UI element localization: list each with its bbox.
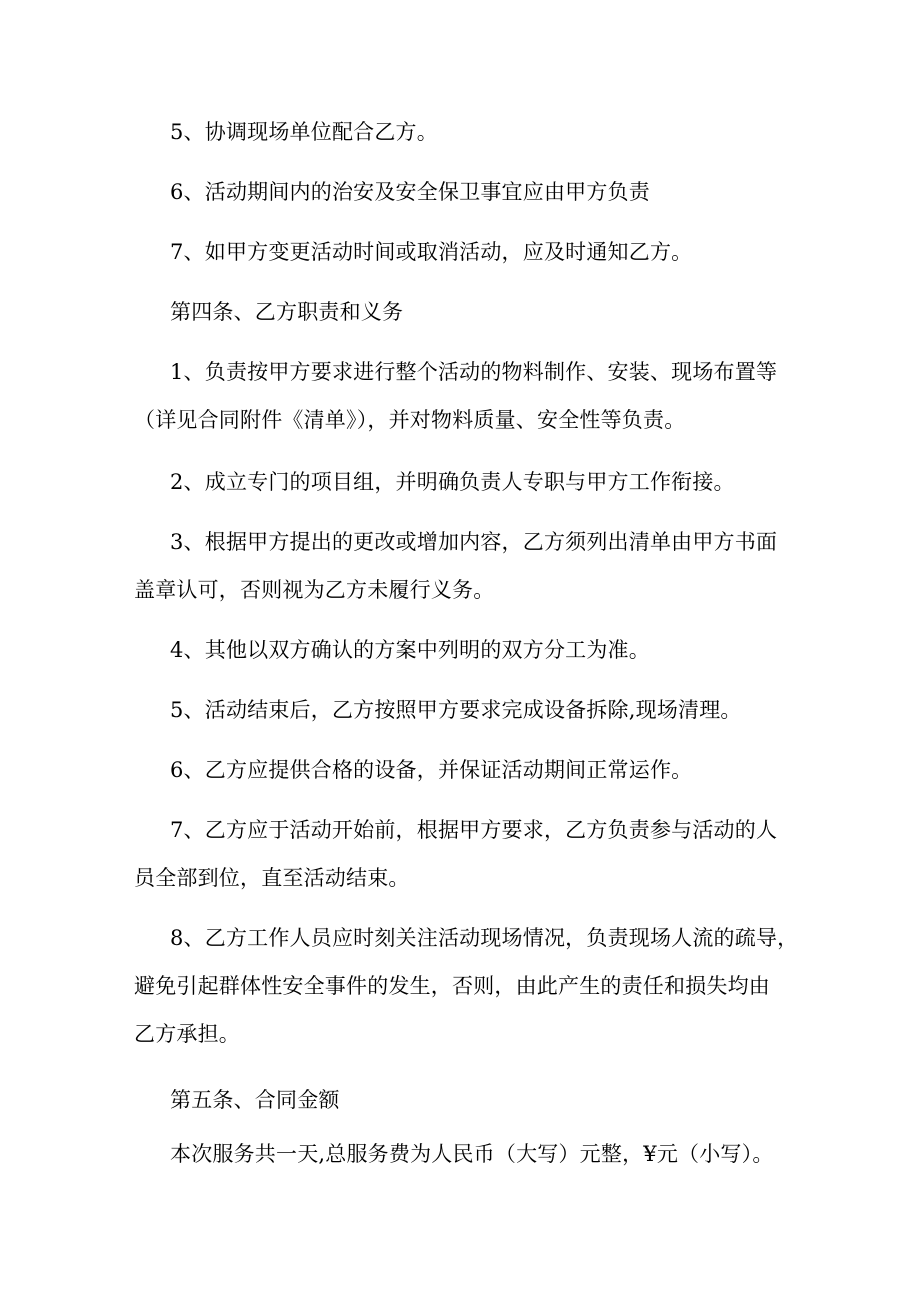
clause-line: 7、乙方应于活动开始前，根据甲方要求，乙方负责参与活动的人 bbox=[170, 818, 778, 842]
clause-line: 2、成立专门的项目组，并明确负责人专职与甲方工作衔接。 bbox=[170, 470, 735, 494]
clause-line: 5、协调现场单位配合乙方。 bbox=[170, 120, 438, 144]
clause-line: （详见合同附件《清单》），并对物料质量、安全性等负责。 bbox=[134, 408, 686, 432]
clause-line: 4、其他以双方确认的方案中列明的双方分工为准。 bbox=[170, 638, 650, 662]
clause-line: 避免引起群体性安全事件的发生，否则，由此产生的责任和损失均由 bbox=[134, 974, 770, 998]
clause-line: 员全部到位，直至活动结束。 bbox=[134, 866, 410, 890]
section-heading: 第四条、乙方职责和义务 bbox=[170, 300, 404, 324]
clause-line: 7、如甲方变更活动时间或取消活动，应及时通知乙方。 bbox=[170, 240, 693, 264]
clause-line: 乙方承担。 bbox=[134, 1022, 240, 1046]
clause-line: 5、活动结束后，乙方按照甲方要求完成设备拆除,现场清理。 bbox=[170, 698, 742, 722]
section-heading: 第五条、合同金额 bbox=[170, 1088, 340, 1112]
clause-line: 盖章认可，否则视为乙方未履行义务。 bbox=[134, 578, 495, 602]
clause-line: 6、活动期间内的治安及安全保卫事宜应由甲方负责 bbox=[170, 180, 650, 204]
clause-line: 6、乙方应提供合格的设备，并保证活动期间正常运作。 bbox=[170, 758, 693, 782]
clause-line: 1、负责按甲方要求进行整个活动的物料制作、安装、现场布置等 bbox=[170, 360, 778, 384]
clause-line: 3、根据甲方提出的更改或增加内容，乙方须列出清单由甲方书面 bbox=[170, 530, 778, 554]
clause-line: 本次服务共一天,总服务费为人民币（大写）元整，¥元（小写）。 bbox=[170, 1142, 774, 1166]
clause-line: 8、乙方工作人员应时刻关注活动现场情况，负责现场人流的疏导， bbox=[170, 926, 799, 950]
